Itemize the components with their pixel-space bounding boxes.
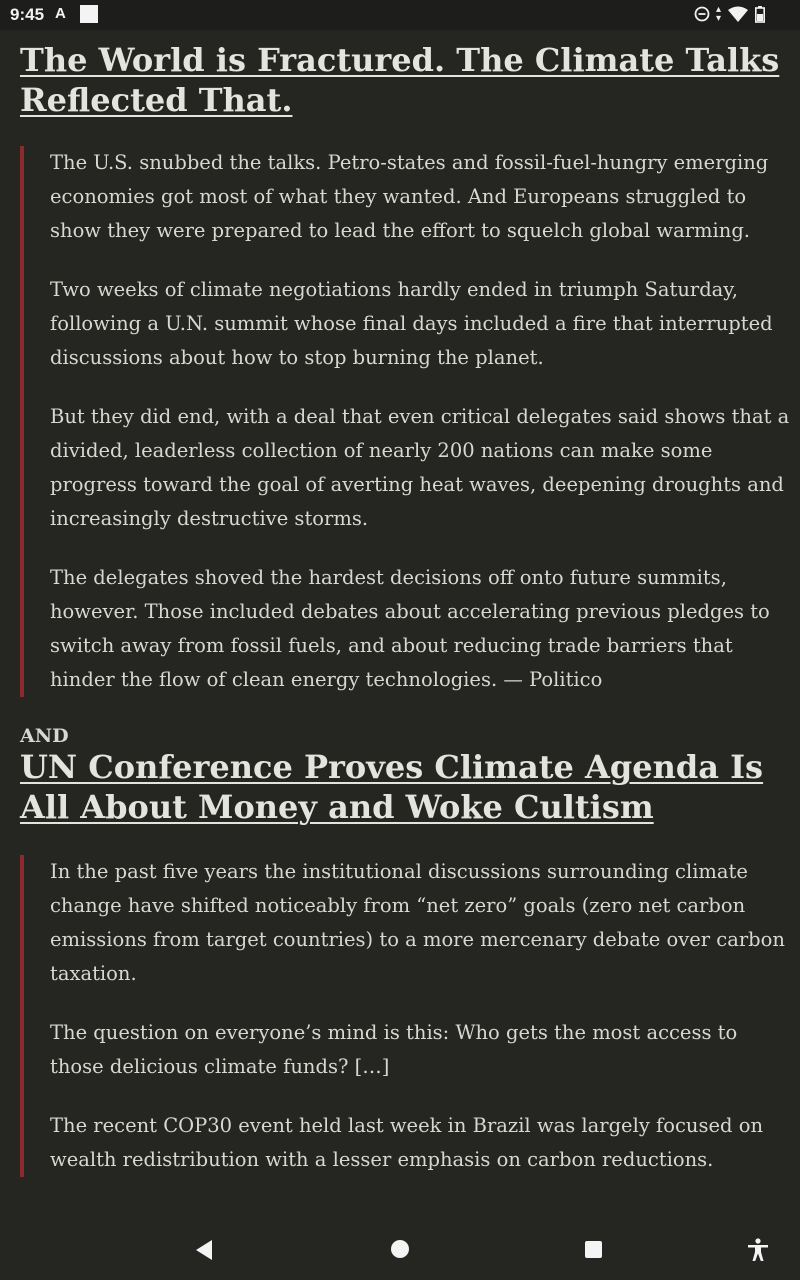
status-bar xyxy=(0,0,800,30)
article-2-paragraph: The question on everyone’s mind is this: Who gets the most access to those delicious climate funds? […] xyxy=(50,1021,738,1078)
recents-icon[interactable] xyxy=(585,1241,602,1258)
a-icon: A xyxy=(55,5,66,22)
home-icon[interactable] xyxy=(391,1240,409,1258)
back-icon[interactable] xyxy=(194,1239,214,1265)
article-2-paragraph: In the past five years the institutional discussions surrounding climate change have shifted noticeably from “net zero” goals (zero net carbon emissions from target countries) to a more mercenary debate over carbon taxation. xyxy=(50,860,785,985)
article-content xyxy=(20,40,790,1177)
article-1-title-link[interactable]: The World is Fractured. The Climate Talks Reflected That. xyxy=(20,41,780,119)
article-2-paragraph: The recent COP30 event held last week in Brazil was largely focused on wealth redistribution with a lesser emphasis on carbon reductions. xyxy=(50,1114,764,1171)
square-icon xyxy=(80,5,98,23)
separator-text: AND xyxy=(20,725,69,747)
wifi-icon xyxy=(728,6,748,27)
status-time: 9:45 xyxy=(10,5,45,24)
article-1-paragraph: But they did end, with a deal that even critical delegates said shows that a divided, leaderless collection of nearly 200 nations can make some progress toward the goal of averting heat waves, deepening droughts and increasingly destructive storms. xyxy=(50,405,790,530)
navigation-bar xyxy=(0,1222,800,1280)
do-not-disturb-icon xyxy=(694,6,710,27)
article-1-paragraph: The U.S. snubbed the talks. Petro-states and fossil-fuel-hungry emerging economies got most of what they wanted. And Europeans struggled to show they were prepared to lead the effort to squelch global warming. xyxy=(50,151,769,242)
article-2-title-link[interactable]: UN Conference Proves Climate Agenda Is All About Money and Woke Cultism xyxy=(20,748,764,826)
article-1-paragraph: Two weeks of climate negotiations hardly ended in triumph Saturday, following a U.N. summit whose final days included a fire that interrupted discussions about how to stop burning the planet. xyxy=(50,278,773,369)
battery-icon xyxy=(755,6,765,28)
article-1-paragraph: The delegates shoved the hardest decisions off onto future summits, however. Those included debates about accelerating previous pledges to switch away from fossil fuels, and about reducing trade barriers that hinder the flow of clean energy technologies. — Politico xyxy=(50,566,770,691)
article-2-blockquote xyxy=(20,855,790,1177)
accessibility-icon[interactable] xyxy=(747,1238,769,1266)
data-icon: ▴ ▾ xyxy=(716,4,722,24)
article-1-blockquote xyxy=(20,146,790,697)
